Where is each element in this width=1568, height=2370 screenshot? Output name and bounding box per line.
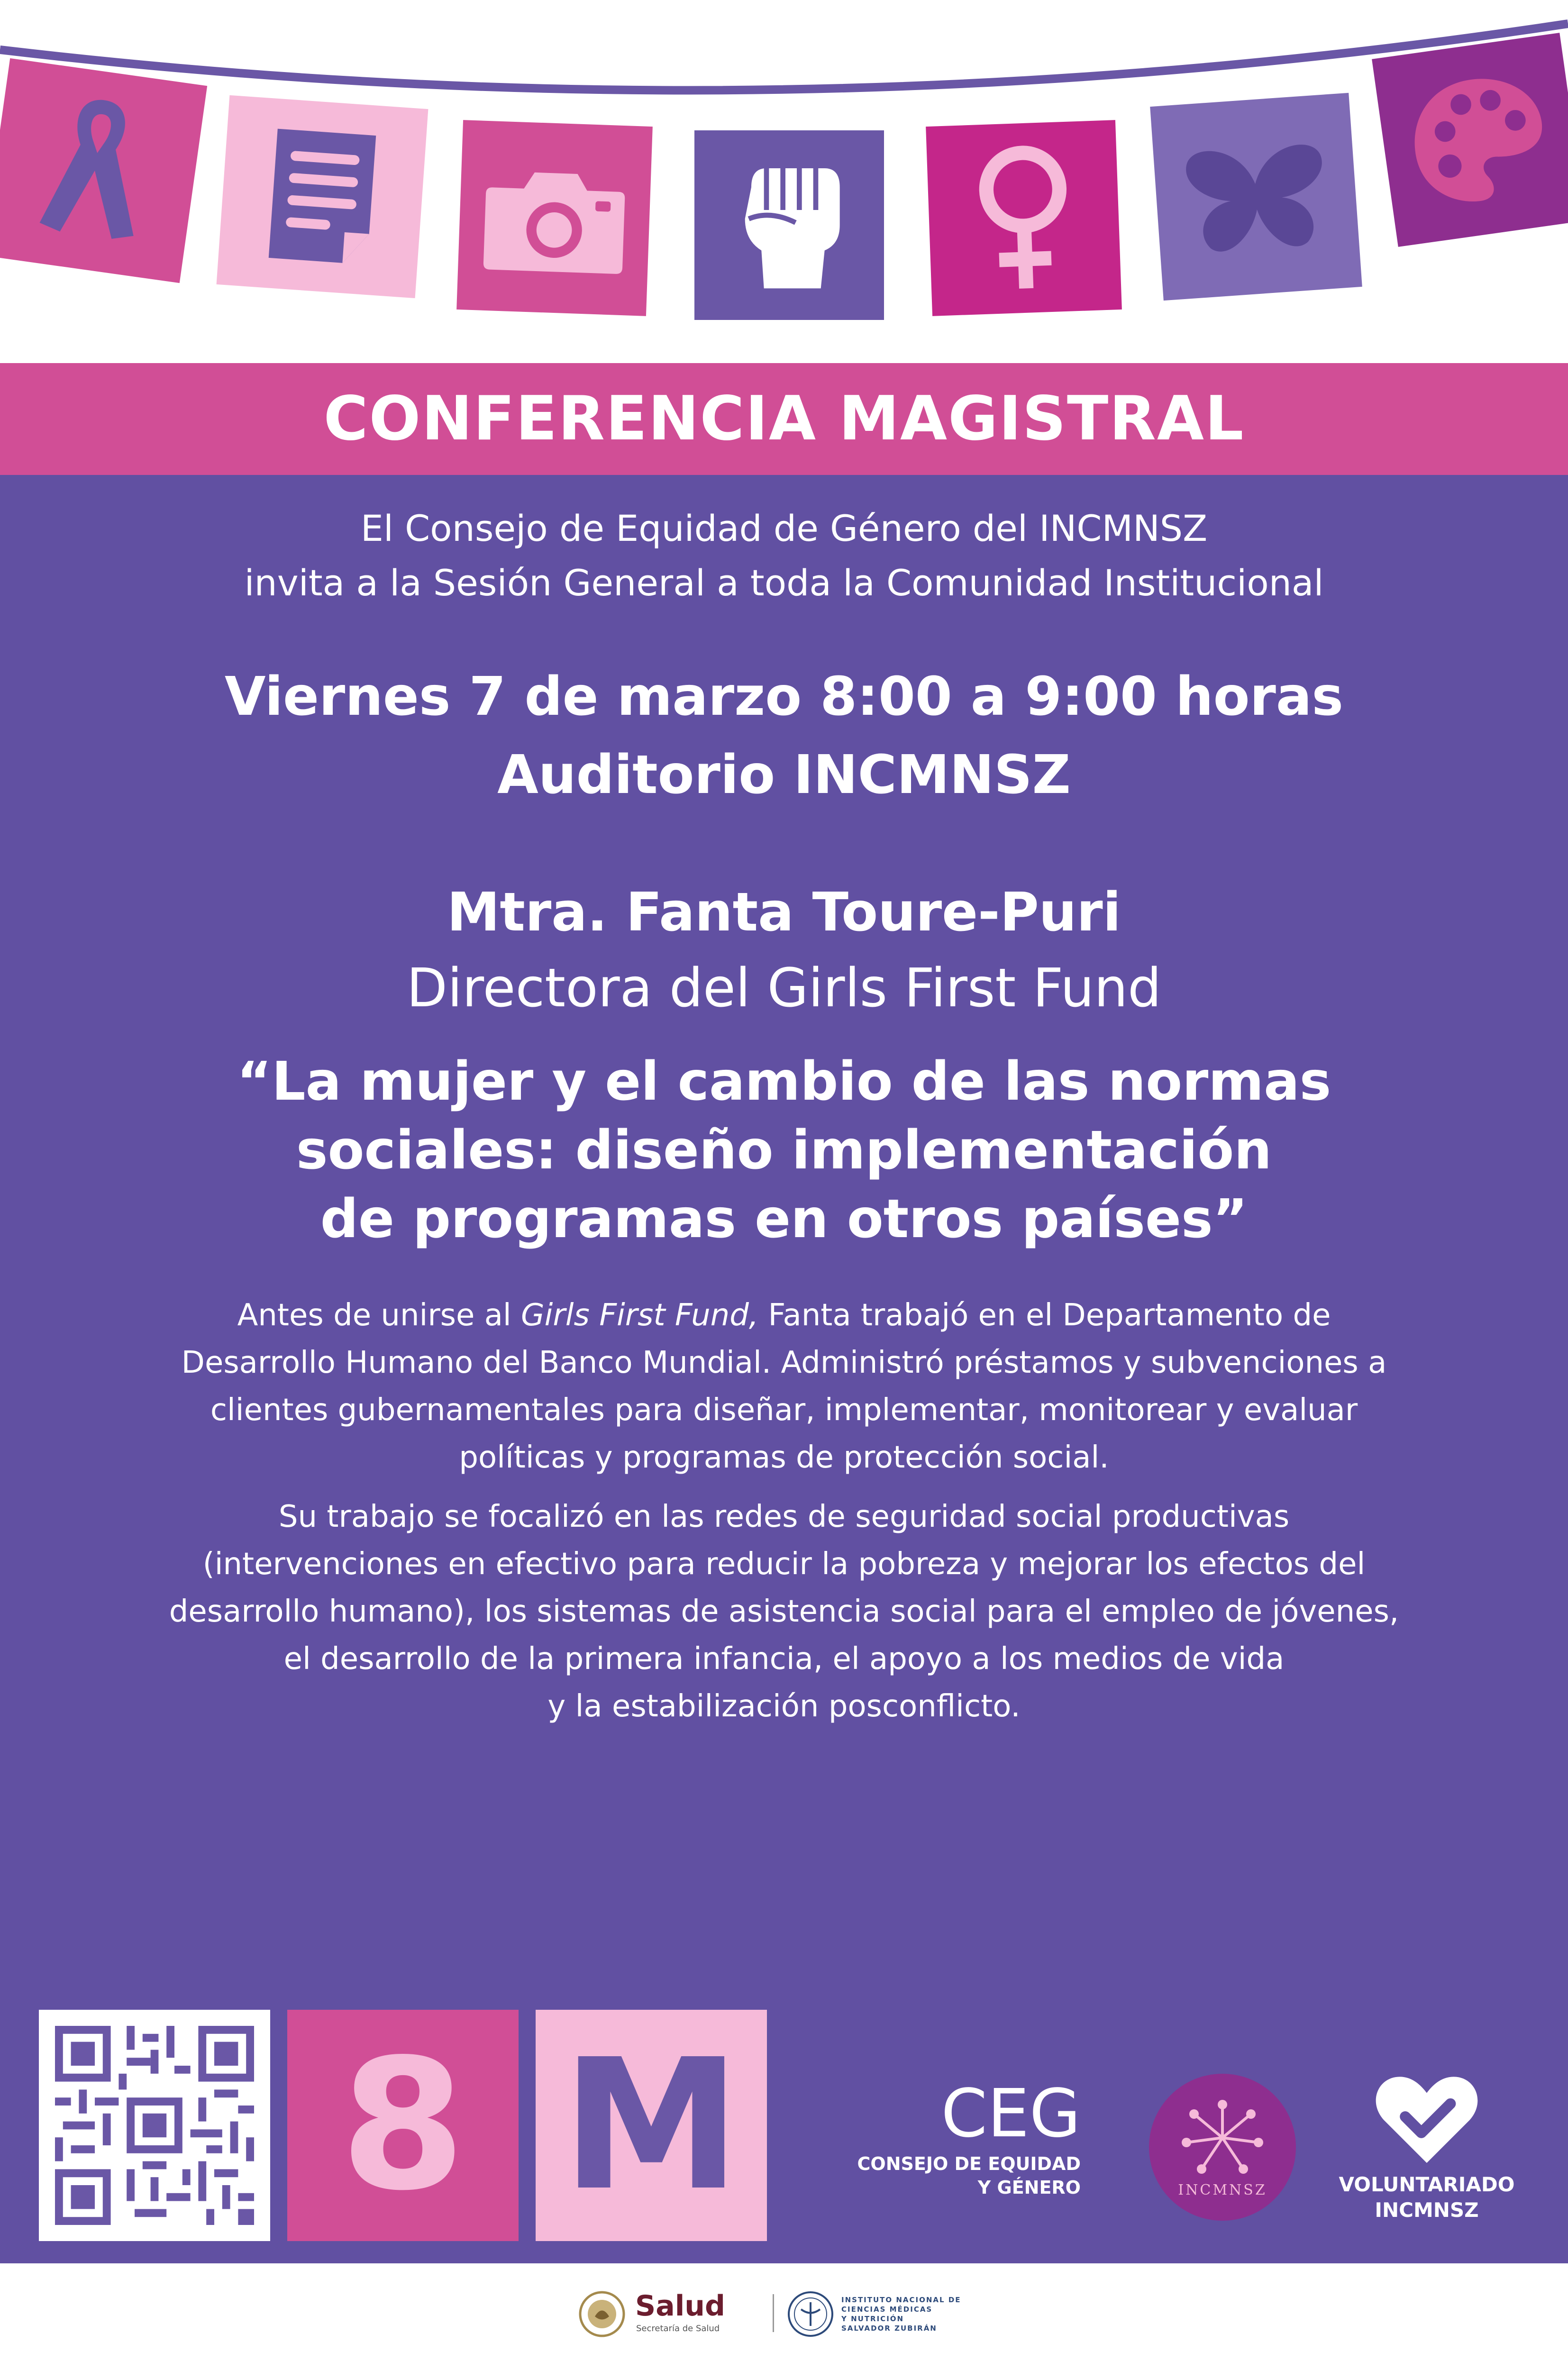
bio-p1-line-3: clientes gubernamentales para diseñar, implementar, monitorear y evaluar [210, 1393, 1358, 1428]
ceg-logo-line-2: Y GÉNERO [977, 2177, 1081, 2198]
bio-p1-line-2: Desarrollo Humano del Banco Mundial. Administró préstamos y subvenciones a [181, 1345, 1387, 1380]
flag-document [217, 95, 428, 298]
raised-fist-icon [725, 149, 853, 301]
bio-p1-line-1: Antes de unirse al Girls First Fund, Fanta trabajó en el Departamento de [237, 1298, 1331, 1333]
bio-paragraph-1 [76, 1292, 1492, 1481]
event-datetime: Viernes 7 de marzo 8:00 a 9:00 horas [224, 666, 1344, 728]
salud-sub-label: Secretaría de Salud [636, 2324, 720, 2334]
badge-8-tile [287, 2010, 519, 2241]
flag-female [926, 120, 1122, 316]
camera-icon [477, 154, 633, 282]
ribbon-icon [25, 80, 165, 261]
flag-palette [1372, 33, 1568, 247]
bio-p1-line-4: políticas y programas de protección social. [459, 1440, 1109, 1475]
flag-fist [694, 130, 884, 320]
institute-line-2: CIENCIAS MÉDICAS [841, 2305, 933, 2314]
heart-check-icon [1372, 2071, 1481, 2166]
footer-divider [773, 2294, 774, 2332]
flag-camera [456, 120, 653, 316]
talk-title-line-3: de programas en otros países” [320, 1188, 1248, 1250]
institute-line-3: Y NUTRICIÓN [841, 2315, 904, 2323]
speaker-role: Directora del Girls First Fund [406, 957, 1162, 1019]
salud-label: Salud [635, 2289, 725, 2323]
badge-m: M [561, 2020, 741, 2230]
footer-logos [569, 2285, 1005, 2342]
flag-ribbon [0, 58, 207, 283]
talk-title-line-2: sociales: diseño implementación [296, 1120, 1272, 1181]
bio-p2-line-2: (intervenciones en efectivo para reducir la pobreza y mejorar los efectos del [202, 1547, 1366, 1582]
ceg-logo [834, 2076, 1081, 2218]
institute-seal-icon [787, 2290, 834, 2338]
qr-code[interactable] [39, 2010, 270, 2241]
ceg-logo-title: CEG [941, 2075, 1081, 2152]
female-symbol-icon [969, 138, 1078, 298]
palette-icon [1399, 60, 1559, 220]
voluntariado-line-1: VOLUNTARIADO [1339, 2173, 1515, 2196]
qr-code-icon [55, 2026, 254, 2225]
badge-m-tile [536, 2010, 767, 2241]
bio-p2-line-4: el desarrollo de la primera infancia, el apoyo a los medios de vida [283, 1641, 1285, 1677]
document-icon [256, 121, 389, 272]
voluntariado-line-2: INCMNSZ [1375, 2198, 1479, 2222]
bio-p2-line-3: desarrollo humano), los sistemas de asistencia social para el empleo de jóvenes, [169, 1594, 1399, 1629]
flag-butterfly [1150, 93, 1362, 301]
page-title: CONFERENCIA MAGISTRAL [0, 363, 1568, 475]
ceg-logo-line-1: CONSEJO DE EQUIDAD [857, 2153, 1081, 2174]
talk-title-line-1: “La mujer y el cambio de las normas [237, 1051, 1331, 1112]
bio-p2-line-1: Su trabajo se focalizó en las redes de seguridad social productivas [278, 1499, 1290, 1534]
mexico-seal-icon [578, 2290, 626, 2338]
bunting [0, 0, 1568, 351]
incmnsz-emblem-icon [1175, 2095, 1270, 2176]
intro-line-1: El Consejo de Equidad de Género del INCMNSZ [360, 507, 1208, 549]
intro-line-2: invita a la Sesión General a toda la Comunidad Institucional [244, 562, 1324, 604]
institute-name [841, 2295, 961, 2333]
institute-line-1: INSTITUTO NACIONAL DE [841, 2296, 961, 2304]
butterfly-icon [1174, 128, 1339, 266]
badge-8: 8 [340, 2020, 466, 2230]
bio-p2-line-5: y la estabilización posconflicto. [547, 1689, 1021, 1724]
event-venue: Auditorio INCMNSZ [497, 744, 1071, 806]
voluntariado-logo [1318, 2071, 1536, 2228]
incmnsz-circle-text: INCMNSZ [1178, 2182, 1267, 2198]
speaker-name: Mtra. Fanta Toure-Puri [447, 882, 1121, 943]
bio-fund-name: Girls First Fund, [521, 1298, 759, 1333]
bio-paragraph-2 [76, 1493, 1492, 1730]
institute-line-4: SALVADOR ZUBIRÁN [841, 2324, 937, 2333]
incmnsz-circle-logo [1149, 2074, 1296, 2221]
